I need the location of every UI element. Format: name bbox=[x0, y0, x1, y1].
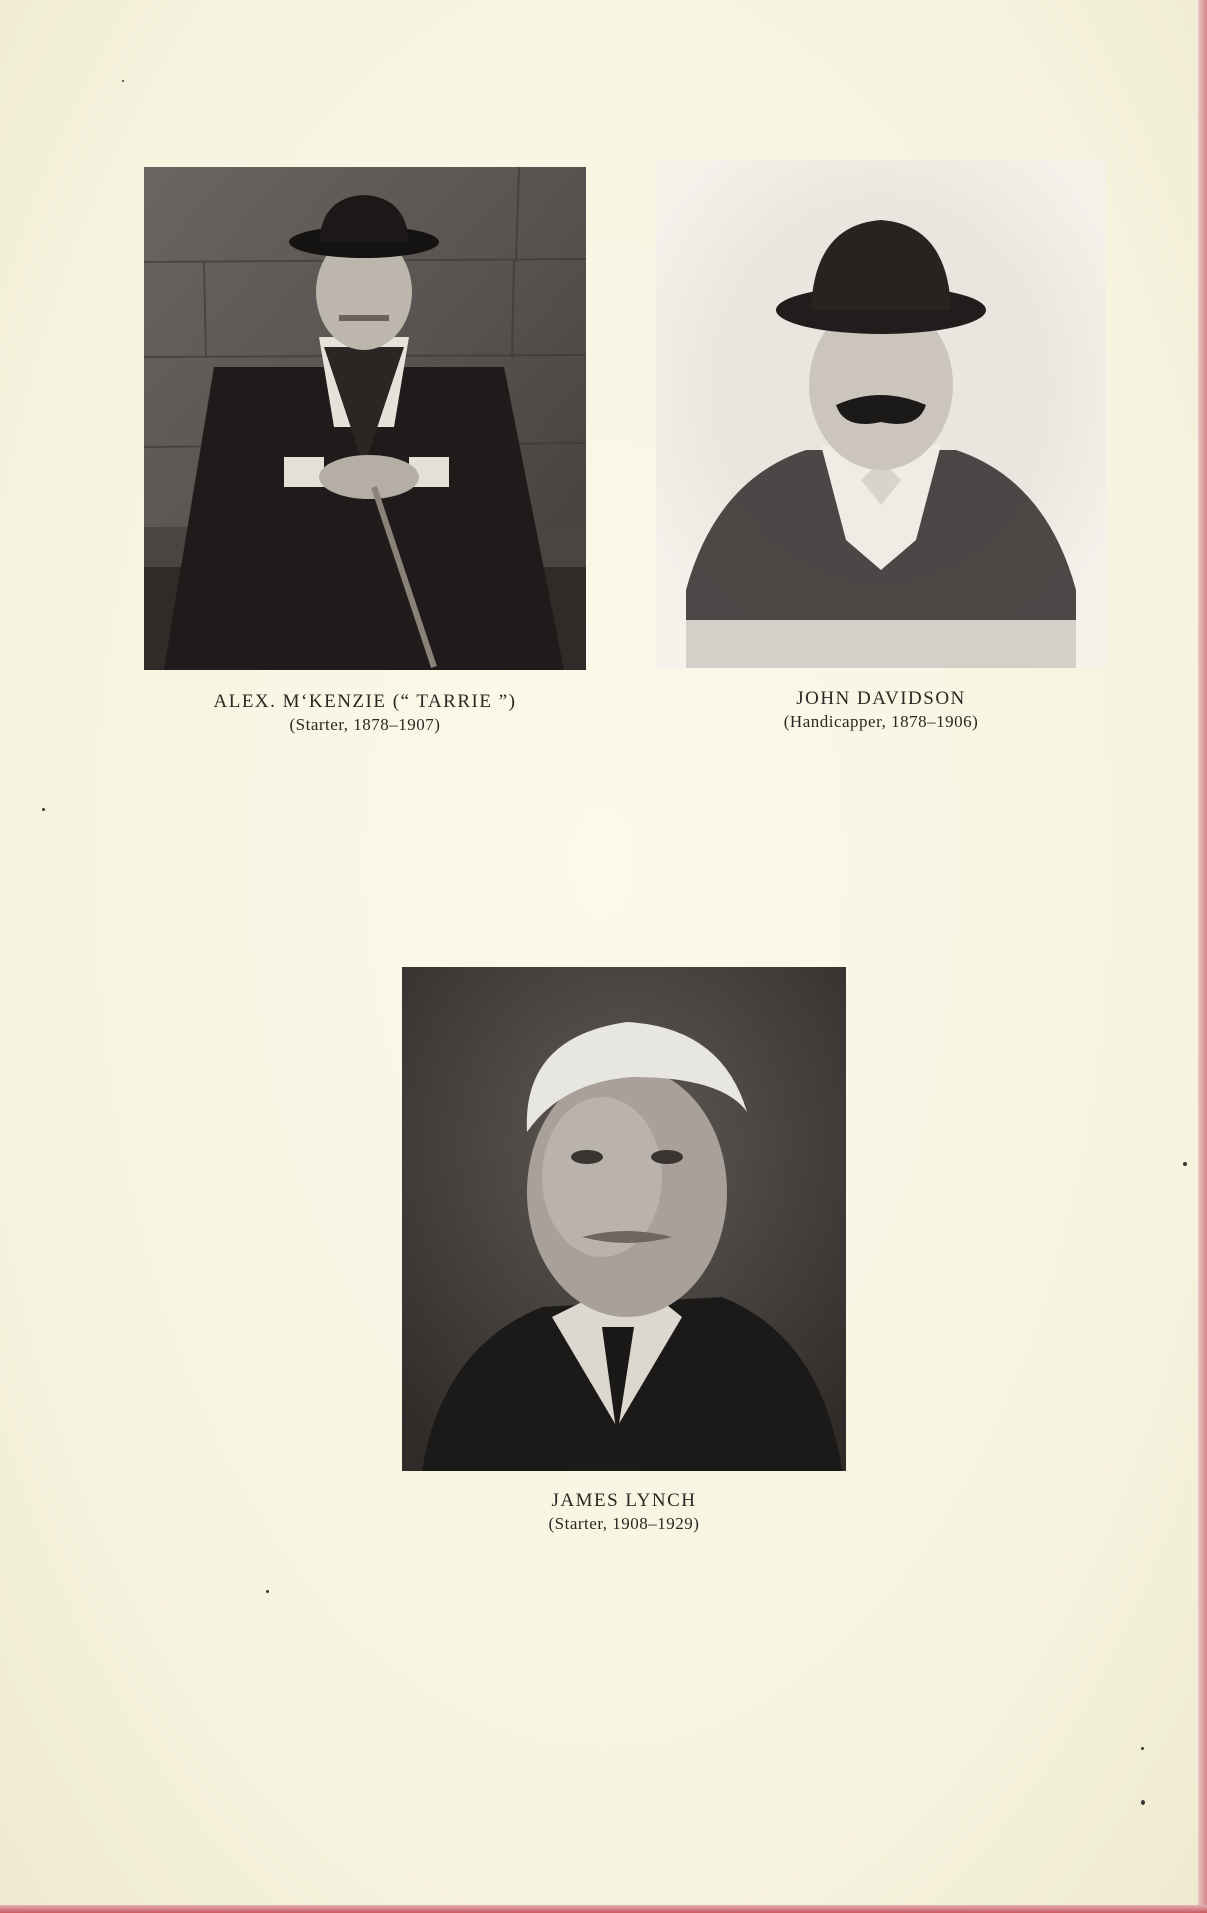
caption-lynch bbox=[402, 1489, 846, 1534]
portrait-role: (Handicapper, 1878–1906) bbox=[783, 711, 979, 731]
page-speck bbox=[1141, 1800, 1145, 1805]
page-speck bbox=[266, 1590, 269, 1593]
page-speck bbox=[122, 80, 124, 82]
portrait-name: JOHN DAVIDSON bbox=[796, 688, 966, 709]
portrait-photo-lynch bbox=[402, 967, 846, 1471]
portrait-photo-davidson bbox=[656, 160, 1106, 668]
portrait-name: ALEX. M‘KENZIE (“ TARRIE ”) bbox=[213, 691, 517, 712]
page-edge-bottom bbox=[0, 1905, 1207, 1913]
page-edge-right bbox=[1198, 0, 1207, 1913]
page-speck bbox=[42, 808, 45, 811]
caption-davidson bbox=[656, 687, 1106, 732]
portrait-name: JAMES LYNCH bbox=[551, 1490, 697, 1511]
caption-mckenzie bbox=[144, 690, 586, 735]
portrait-photo-mckenzie bbox=[144, 167, 586, 670]
page-speck bbox=[1183, 1162, 1187, 1166]
portrait-role: (Starter, 1878–1907) bbox=[289, 714, 441, 734]
page-speck bbox=[1141, 1747, 1144, 1750]
portrait-role: (Starter, 1908–1929) bbox=[548, 1513, 700, 1533]
